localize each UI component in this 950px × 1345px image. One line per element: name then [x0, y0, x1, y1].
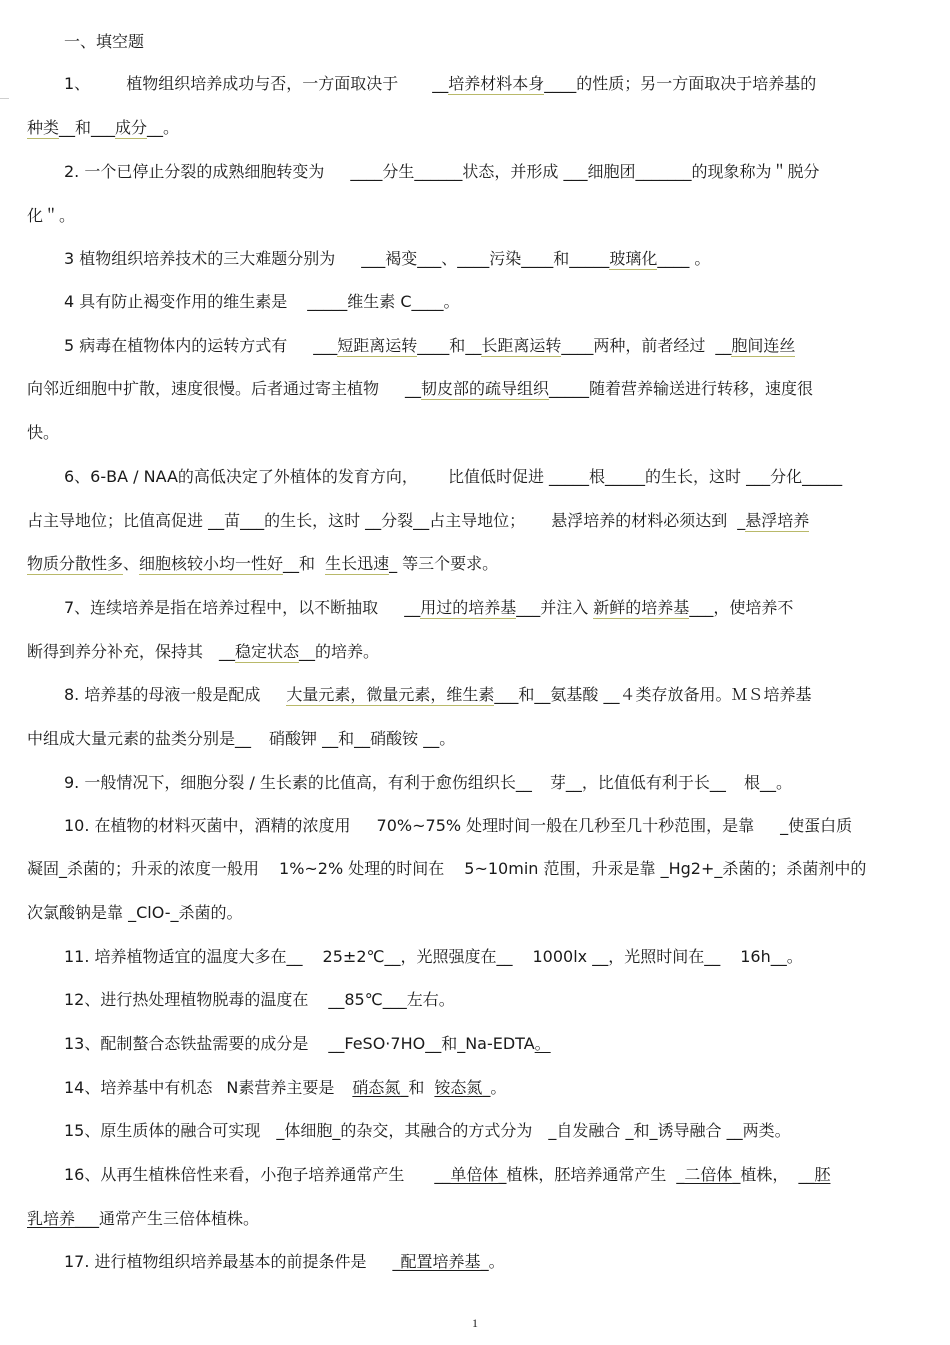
- text-run: _体细胞_的杂交，其融合的方式分为: [276, 1121, 533, 1140]
- question-1-line-2: [27, 117, 927, 139]
- text-run: 1%~2% 处理的时间在: [279, 859, 445, 878]
- text-run: 1000lx __，光照时间在__: [532, 947, 721, 966]
- text-run: 10. 在植物的材料灭菌中，酒精的浓度用: [64, 816, 351, 835]
- text-run: 硝酸钾 __和__硝酸铵 __。: [269, 729, 456, 748]
- text-run: 4 具有防止褐变作用的维生素是: [64, 292, 288, 311]
- question-16-line-2: [27, 1208, 927, 1230]
- blank-fill: __: [147, 118, 164, 137]
- text-run: 8. 培养基的母液一般是配成: [64, 685, 261, 704]
- text-run: 6、6-BA / NAA的高低决定了外植体的发育方向，: [64, 467, 418, 486]
- answer-highlight: 种类: [27, 118, 60, 137]
- question-2-line-1: [64, 161, 926, 183]
- blank-fill: ___: [91, 118, 116, 137]
- question-number: 1、: [64, 74, 91, 93]
- question-3-line-1: [64, 248, 926, 270]
- answer-highlight: 胞间连丝: [731, 336, 796, 355]
- blank-fill: __: [404, 598, 421, 617]
- text-run: ____分生______状态，并形成 ___细胞团_______的现象称为＂脱分: [350, 162, 820, 181]
- answer-highlight: 玻璃化: [609, 249, 658, 268]
- blank-fill: __: [405, 379, 422, 398]
- question-10-line-3: [27, 902, 927, 924]
- text-run: _和: [400, 1078, 425, 1097]
- underlined-answer: 配置培养基: [400, 1252, 481, 1271]
- question-7-line-1: [64, 597, 926, 619]
- question-2-line-2: [27, 205, 927, 227]
- text-run: 12、进行热处理植物脱毒的温度在: [64, 990, 309, 1009]
- text-run: ___并注入: [516, 598, 594, 617]
- text-run: 16h__。: [740, 947, 803, 966]
- blank-fill: __: [432, 74, 449, 93]
- blank-fill: _: [676, 1165, 685, 1184]
- answer-highlight: 大量元素，微量元素，维生素: [286, 685, 495, 704]
- text-run: 17. 进行植物组织培养最基本的前提条件是: [64, 1252, 367, 1271]
- answer-highlight: 长距离运转: [481, 336, 562, 355]
- text-run: 占主导地位；比值高促进 __苗___的生长，这时 __分裂__占主导地位；: [27, 511, 526, 530]
- text-run: 9. 一般情况下，细胞分裂 / 生长素的比值高，有利于愈伤组织长__: [64, 773, 532, 792]
- text-run: _植株，: [732, 1165, 789, 1184]
- question-9-line-1: [64, 772, 926, 794]
- text-run: _ 等三个要求。: [389, 554, 499, 573]
- question-5-line-1: [64, 335, 926, 357]
- question-6-line-1: [64, 466, 926, 488]
- text-run: 比值低时促进 _____根_____的生长，这时 ___分化_____: [447, 467, 843, 486]
- underlined-answer: 乳培养: [27, 1209, 76, 1228]
- text-run: 5~10min 范围，升汞是靠 _Hg2+_杀菌的；杀菌剂中的: [464, 859, 867, 878]
- answer-highlight: 稳定状态: [235, 642, 300, 661]
- text-run: ___褐变___、____: [361, 249, 490, 268]
- text-run: __85℃___左右。: [328, 990, 455, 1009]
- blank-fill: __: [715, 336, 732, 355]
- text-run: 化＂。: [27, 206, 76, 225]
- text-run: N素营养主要是: [226, 1078, 335, 1097]
- underlined-answer: 二倍体: [684, 1165, 733, 1184]
- blank-fill: __: [434, 1165, 451, 1184]
- answer-highlight: 细胞核较小均一性好: [139, 554, 284, 573]
- question-6-line-2: [27, 510, 927, 532]
- text-run: 。: [163, 118, 180, 137]
- text-run: ____ 。: [657, 249, 711, 268]
- question-7-line-2: [27, 641, 927, 663]
- text-run: _植株，胚培养通常产生: [498, 1165, 667, 1184]
- text-run: _____维生素 C____。: [307, 292, 460, 311]
- text-run: ___通常产生三倍体植株。: [75, 1209, 260, 1228]
- blank-fill: __: [798, 1165, 815, 1184]
- text-run: 植物组织培养成功与否，一方面取决于: [126, 74, 399, 93]
- text-run: 断得到养分补充，保持其: [27, 642, 204, 661]
- text-run: 根__。: [743, 773, 792, 792]
- question-5-line-2: [27, 378, 927, 400]
- underlined-answer: 硝态氮: [352, 1078, 401, 1097]
- answer-highlight: 韧皮部的疏导组织: [421, 379, 550, 398]
- text-run: ___和__氨基酸 __４类存放备用。ＭＳ培养基: [494, 685, 812, 704]
- text-run: 、: [123, 554, 140, 573]
- question-14-line-1: [64, 1077, 926, 1099]
- question-17-line-1: [64, 1251, 926, 1273]
- text-run: ·7H: [385, 1034, 413, 1053]
- question-11-line-1: [64, 946, 926, 968]
- question-15-line-1: [64, 1120, 926, 1142]
- text-run: 的性质；另一方面取决于培养基的: [576, 74, 817, 93]
- text-run: 15、原生质体的融合可实现: [64, 1121, 261, 1140]
- text-run: _。: [480, 1252, 505, 1271]
- text-run: _____随着营养输送进行转移，速度很: [549, 379, 814, 398]
- underlined-answer: 单倍体: [450, 1165, 499, 1184]
- text-run: __和: [59, 118, 92, 137]
- blank-fill: ____: [544, 74, 577, 93]
- text-run: __FeSO: [328, 1034, 386, 1053]
- text-run: ____两种，前者经过: [561, 336, 706, 355]
- question-8-line-2: [27, 728, 927, 750]
- page-number: 1: [472, 1316, 478, 1330]
- text-run: _自发融合 _和_诱导融合 __两类。: [548, 1121, 791, 1140]
- answer-highlight: 物质分散性多: [27, 554, 124, 573]
- text-run: 7、连续培养是指在培养过程中，以不断抽取: [64, 598, 379, 617]
- answer-highlight: 短距离运转: [337, 336, 418, 355]
- text-run: 中组成大量元素的盐类分别是__: [27, 729, 252, 748]
- blank-fill: _: [737, 511, 746, 530]
- question-4-line-1: [64, 291, 926, 313]
- question-6-line-3: [27, 553, 927, 575]
- text-run: 芽__，比值低有利于长__: [549, 773, 726, 792]
- text-run: 13、配制螯合态铁盐需要的成分是: [64, 1034, 309, 1053]
- text-run: 5 病毒在植物体内的运转方式有: [64, 336, 288, 355]
- text-run: 25±2℃__，光照强度在__: [322, 947, 513, 966]
- section-title: 一、填空题: [64, 32, 145, 51]
- text-run: 向邻近细胞中扩散，速度很慢。后者通过寄主植物: [27, 379, 380, 398]
- scan-edge-mark: [0, 98, 9, 99]
- text-run: _。: [482, 1078, 507, 1097]
- question-10-line-2: [27, 858, 927, 880]
- text-run: ___，使培养不: [689, 598, 794, 617]
- blank-fill: _: [392, 1252, 401, 1271]
- text-run: ____和: [417, 336, 466, 355]
- answer-highlight: 用过的培养基: [420, 598, 517, 617]
- question-8-line-1: [64, 684, 926, 706]
- answer-highlight: 生长迅速: [325, 554, 390, 573]
- blank-fill: ___: [313, 336, 338, 355]
- question-16-line-1: [64, 1164, 926, 1186]
- blank-fill: __: [219, 642, 236, 661]
- underlined-answer: 胚: [814, 1165, 831, 1184]
- text-run: _使蛋白质: [780, 816, 853, 835]
- text-run: 污染____和_____: [489, 249, 610, 268]
- text-run: O__和_Na-EDTA: [412, 1034, 535, 1053]
- underlined-answer: 铵态氮: [434, 1078, 483, 1097]
- text-run: 悬浮培养的材料必须达到: [551, 511, 728, 530]
- text-run: 次氯酸钠是靠 _ClO-_杀菌的。: [27, 903, 243, 922]
- text-run: 14、培养基中有机态: [64, 1078, 213, 1097]
- blank-fill: __: [465, 336, 482, 355]
- answer-highlight: 成分: [115, 118, 148, 137]
- text-run: __的培养。: [299, 642, 380, 661]
- answer-highlight: 新鲜的培养基: [593, 598, 690, 617]
- text-run: 70%~75% 处理时间一般在几秒至几十秒范围，是靠: [376, 816, 755, 835]
- text-run: __和: [283, 554, 316, 573]
- text-run: 3 植物组织培养技术的三大难题分别为: [64, 249, 336, 268]
- question-13-line-1: [64, 1033, 926, 1055]
- text-run: 2. 一个已停止分裂的成熟细胞转变为: [64, 162, 325, 181]
- question-10-line-1: [64, 815, 926, 837]
- answer-highlight: 悬浮培养: [745, 511, 810, 530]
- question-1-line-1: [64, 73, 926, 95]
- question-5-line-3: [27, 422, 927, 444]
- text-run: 凝固_杀菌的；升汞的浓度一般用: [27, 859, 260, 878]
- answer-highlight: 培养材料本身: [448, 74, 545, 93]
- text-run: 快。: [27, 423, 60, 442]
- underlined-text: 。: [534, 1034, 551, 1053]
- text-run: 11. 培养植物适宜的温度大多在__: [64, 947, 303, 966]
- question-12-line-1: [64, 989, 926, 1011]
- text-run: 16、从再生植株倍性来看，小孢子培养通常产生: [64, 1165, 405, 1184]
